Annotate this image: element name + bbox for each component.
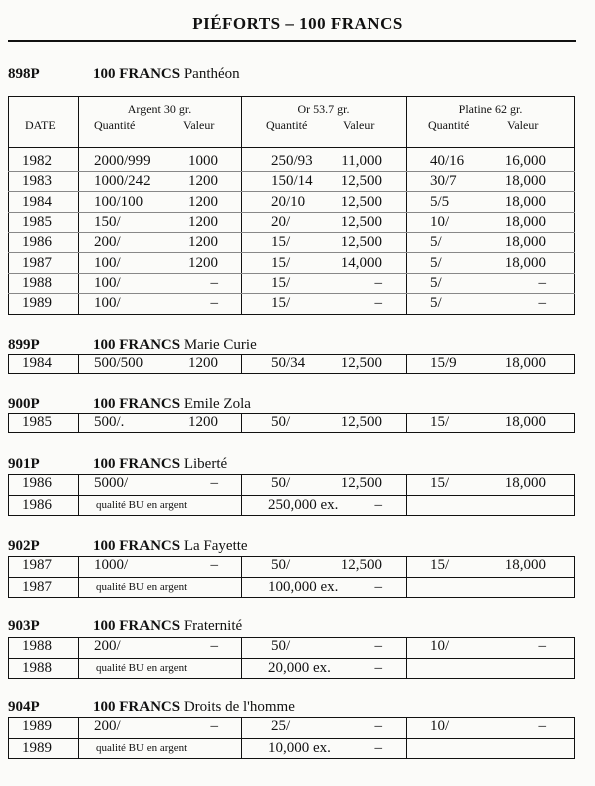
cell-platine-quantite: 10/ bbox=[430, 718, 450, 734]
cell-platine-quantite: 10/ bbox=[430, 638, 450, 654]
cell-or-valeur: – bbox=[374, 638, 382, 654]
cell-or-valeur: 11,000 bbox=[341, 153, 382, 169]
bu-value: – bbox=[374, 497, 382, 513]
header-or: Or 53.7 gr. bbox=[297, 102, 350, 116]
bu-quantity: 20,000 ex. bbox=[268, 660, 331, 676]
cell-platine-valeur: – bbox=[538, 718, 546, 734]
cell-platine-valeur: 18,000 bbox=[504, 255, 546, 271]
column-divider bbox=[406, 413, 407, 433]
header-valeur: Valeur bbox=[343, 118, 375, 132]
cell-date: 1985 bbox=[22, 214, 52, 230]
bu-label: qualité BU en argent bbox=[96, 742, 188, 754]
cell-platine-valeur: 18,000 bbox=[504, 194, 546, 210]
section-heading bbox=[93, 396, 251, 413]
cell-date: 1987 bbox=[22, 255, 52, 271]
cell-platine-quantite: 5/ bbox=[430, 255, 442, 271]
cell-argent-quantite: 5000/ bbox=[94, 475, 129, 491]
cell-argent-quantite: 100/ bbox=[94, 295, 121, 311]
cell-or-valeur: 12,500 bbox=[340, 557, 382, 573]
cell-platine-quantite: 15/9 bbox=[430, 355, 457, 371]
cell-argent-quantite: 100/ bbox=[94, 275, 121, 291]
cell-or-quantite: 150/14 bbox=[271, 173, 313, 189]
section-heading bbox=[93, 618, 242, 635]
cell-or-quantite: 15/ bbox=[271, 234, 291, 250]
bu-date: 1989 bbox=[22, 740, 52, 756]
cell-argent-quantite: 200/ bbox=[94, 234, 121, 250]
cell-date: 1989 bbox=[22, 718, 52, 734]
cell-or-valeur: – bbox=[374, 275, 382, 291]
bu-date: 1986 bbox=[22, 497, 52, 513]
cell-argent-valeur: 1200 bbox=[188, 173, 218, 189]
cell-platine-valeur: 18,000 bbox=[504, 355, 546, 371]
cell-or-valeur: – bbox=[374, 718, 382, 734]
bu-date: 1988 bbox=[22, 660, 52, 676]
cell-platine-quantite: 10/ bbox=[430, 214, 450, 230]
cell-or-quantite: 15/ bbox=[271, 255, 291, 271]
cell-argent-valeur: 1200 bbox=[188, 355, 218, 371]
cell-platine-quantite: 5/5 bbox=[430, 194, 450, 210]
cell-platine-quantite: 15/ bbox=[430, 475, 450, 491]
column-divider bbox=[406, 354, 407, 374]
cell-platine-quantite: 5/ bbox=[430, 234, 442, 250]
cell-argent-valeur: 1200 bbox=[188, 234, 218, 250]
cell-argent-valeur: 1200 bbox=[188, 214, 218, 230]
column-divider bbox=[241, 354, 242, 374]
cell-or-valeur: – bbox=[374, 295, 382, 311]
bu-label: qualité BU en argent bbox=[96, 581, 188, 593]
section-heading bbox=[93, 538, 248, 555]
cell-or-valeur: 12,500 bbox=[340, 173, 382, 189]
cell-or-quantite: 50/ bbox=[271, 557, 291, 573]
cell-platine-quantite: 30/7 bbox=[430, 173, 457, 189]
coin-name: Panthéon bbox=[183, 66, 240, 82]
cell-or-quantite: 15/ bbox=[271, 275, 291, 291]
cell-platine-quantite: 5/ bbox=[430, 275, 442, 291]
cell-or-quantite: 50/ bbox=[271, 475, 291, 491]
header-quantite: Quantité bbox=[428, 118, 470, 132]
cell-platine-valeur: 18,000 bbox=[504, 414, 546, 430]
bu-quantity: 10,000 ex. bbox=[268, 740, 331, 756]
cell-date: 1984 bbox=[22, 194, 52, 210]
cell-date: 1984 bbox=[22, 355, 52, 371]
cell-or-quantite: 15/ bbox=[271, 295, 291, 311]
cell-date: 1985 bbox=[22, 414, 52, 430]
header-platine: Platine 62 gr. bbox=[458, 102, 523, 116]
cell-date: 1983 bbox=[22, 173, 52, 189]
cell-date: 1982 bbox=[22, 153, 52, 169]
cell-argent-valeur: – bbox=[210, 718, 218, 734]
cell-platine-valeur: 18,000 bbox=[504, 234, 546, 250]
coin-name: La Fayette bbox=[183, 538, 248, 554]
cell-platine-valeur: – bbox=[538, 295, 546, 311]
denomination: 100 FRANCS bbox=[93, 538, 181, 554]
bu-value: – bbox=[374, 660, 382, 676]
cell-platine-quantite: 40/16 bbox=[430, 153, 465, 169]
cell-platine-valeur: – bbox=[538, 275, 546, 291]
cell-platine-valeur: 18,000 bbox=[504, 214, 546, 230]
cell-argent-valeur: – bbox=[210, 475, 218, 491]
cell-or-quantite: 50/ bbox=[271, 414, 291, 430]
cell-argent-quantite: 2000/999 bbox=[94, 153, 151, 169]
bu-quantity: 250,000 ex. bbox=[268, 497, 339, 513]
denomination: 100 FRANCS bbox=[93, 456, 181, 472]
cell-argent-valeur: 1200 bbox=[188, 414, 218, 430]
cell-date: 1989 bbox=[22, 295, 52, 311]
cell-argent-quantite: 100/ bbox=[94, 255, 121, 271]
section-code: 898P bbox=[8, 66, 40, 82]
cell-platine-quantite: 15/ bbox=[430, 414, 450, 430]
bu-date: 1987 bbox=[22, 579, 52, 595]
bu-quantity: 100,000 ex. bbox=[268, 579, 339, 595]
section-code: 903P bbox=[8, 618, 40, 634]
header-quantite: Quantité bbox=[94, 118, 136, 132]
coin-name: Marie Curie bbox=[183, 337, 257, 353]
denomination: 100 FRANCS bbox=[93, 337, 181, 353]
section-heading bbox=[93, 699, 295, 716]
bu-value: – bbox=[374, 740, 382, 756]
section-heading bbox=[93, 456, 227, 473]
cell-or-quantite: 50/34 bbox=[271, 355, 306, 371]
cell-date: 1986 bbox=[22, 475, 52, 491]
section-code: 902P bbox=[8, 538, 40, 554]
denomination: 100 FRANCS bbox=[93, 618, 181, 634]
cell-date: 1988 bbox=[22, 275, 52, 291]
denomination: 100 FRANCS bbox=[93, 66, 181, 82]
cell-date: 1988 bbox=[22, 638, 52, 654]
coin-name: Emile Zola bbox=[183, 396, 251, 412]
section-code: 904P bbox=[8, 699, 40, 715]
cell-platine-valeur: 18,000 bbox=[504, 173, 546, 189]
denomination: 100 FRANCS bbox=[93, 396, 181, 412]
cell-argent-valeur: – bbox=[210, 557, 218, 573]
cell-or-valeur: 12,500 bbox=[340, 194, 382, 210]
coin-name: Liberté bbox=[183, 456, 228, 472]
cell-argent-quantite: 200/ bbox=[94, 718, 121, 734]
cell-platine-valeur: 16,000 bbox=[504, 153, 546, 169]
cell-argent-valeur: 1200 bbox=[188, 194, 218, 210]
page-title: PIÉFORTS – 100 FRANCS bbox=[192, 14, 403, 33]
header-valeur: Valeur bbox=[183, 118, 215, 132]
cell-argent-quantite: 200/ bbox=[94, 638, 121, 654]
cell-argent-quantite: 500/500 bbox=[94, 355, 144, 371]
cell-platine-valeur: 18,000 bbox=[504, 475, 546, 491]
section-code: 900P bbox=[8, 396, 40, 412]
column-divider bbox=[78, 354, 79, 374]
cell-date: 1987 bbox=[22, 557, 52, 573]
section-heading bbox=[93, 66, 240, 83]
cell-argent-quantite: 500/. bbox=[94, 414, 125, 430]
cell-argent-quantite: 100/100 bbox=[94, 194, 144, 210]
coin-name: Fraternité bbox=[183, 618, 243, 634]
section-code: 899P bbox=[8, 337, 40, 353]
cell-or-valeur: 12,500 bbox=[340, 234, 382, 250]
header-date: DATE bbox=[25, 118, 56, 132]
cell-or-quantite: 250/93 bbox=[271, 153, 313, 169]
bu-value: – bbox=[374, 579, 382, 595]
cell-argent-valeur: – bbox=[210, 275, 218, 291]
cell-argent-quantite: 1000/ bbox=[94, 557, 129, 573]
cell-argent-quantite: 150/ bbox=[94, 214, 121, 230]
cell-argent-valeur: 1200 bbox=[188, 255, 218, 271]
cell-platine-quantite: 15/ bbox=[430, 557, 450, 573]
cell-date: 1986 bbox=[22, 234, 52, 250]
header-quantite: Quantité bbox=[266, 118, 308, 132]
cell-or-quantite: 50/ bbox=[271, 638, 291, 654]
section-heading bbox=[93, 337, 257, 354]
title-rule bbox=[8, 40, 576, 42]
header-valeur: Valeur bbox=[507, 118, 539, 132]
bu-label: qualité BU en argent bbox=[96, 662, 188, 674]
cell-platine-valeur: – bbox=[538, 638, 546, 654]
cell-or-valeur: 14,000 bbox=[340, 255, 382, 271]
header-argent: Argent 30 gr. bbox=[127, 102, 192, 116]
cell-argent-valeur: 1000 bbox=[188, 153, 218, 169]
cell-or-quantite: 25/ bbox=[271, 718, 291, 734]
cell-or-valeur: 12,500 bbox=[340, 475, 382, 491]
cell-argent-valeur: – bbox=[210, 295, 218, 311]
cell-argent-valeur: – bbox=[210, 638, 218, 654]
cell-argent-quantite: 1000/242 bbox=[94, 173, 151, 189]
cell-or-valeur: 12,500 bbox=[340, 214, 382, 230]
cell-platine-quantite: 5/ bbox=[430, 295, 442, 311]
section-code: 901P bbox=[8, 456, 40, 472]
cell-or-quantite: 20/ bbox=[271, 214, 291, 230]
column-divider bbox=[78, 413, 79, 433]
coin-name: Droits de l'homme bbox=[183, 699, 295, 715]
cell-or-valeur: 12,500 bbox=[340, 355, 382, 371]
denomination: 100 FRANCS bbox=[93, 699, 181, 715]
column-divider bbox=[241, 413, 242, 433]
cell-or-valeur: 12,500 bbox=[340, 414, 382, 430]
bu-label: qualité BU en argent bbox=[96, 499, 188, 511]
cell-platine-valeur: 18,000 bbox=[504, 557, 546, 573]
cell-or-quantite: 20/10 bbox=[271, 194, 306, 210]
